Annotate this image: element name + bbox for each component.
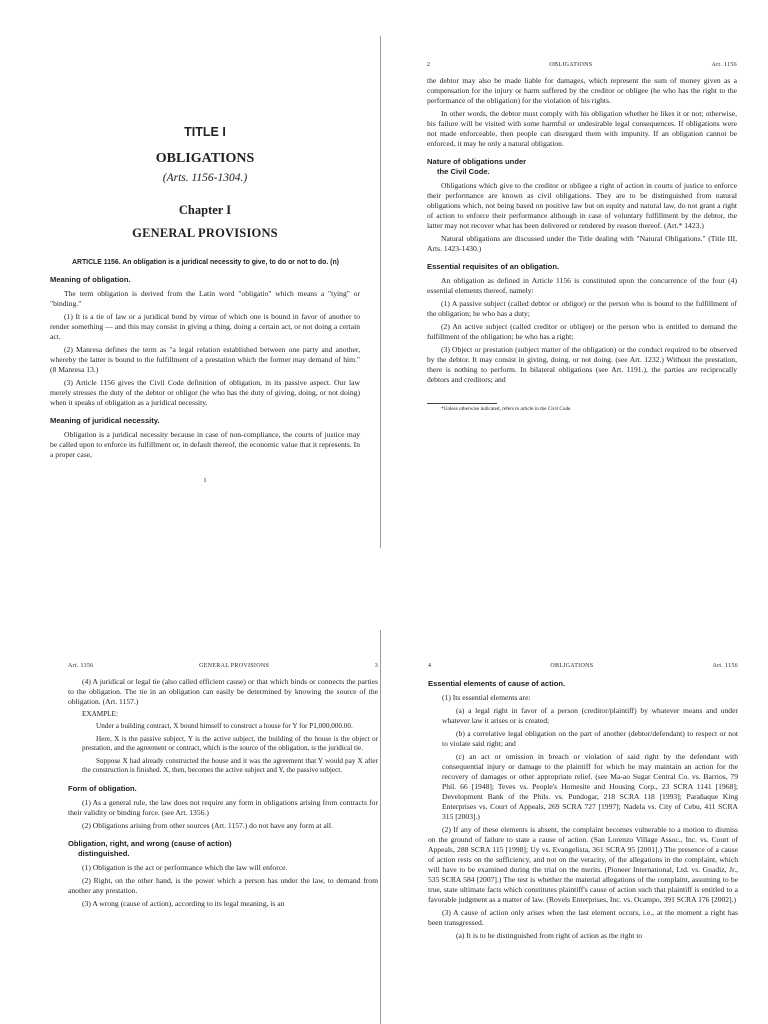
running-title: OBLIGATIONS <box>549 62 593 68</box>
running-header <box>428 663 738 671</box>
running-article: Art. 1156 <box>68 663 94 669</box>
paragraph: The term obligation is derived from the Latin word "obligatio" which means a "tying" or "binding." <box>50 289 360 309</box>
footnote: *Unless otherwise indicated, refers to article in the Civil Code. <box>441 406 572 413</box>
paragraph: (1) As a general rule, the law does not require any form in obligations arising from contracts for their validity or binding force. (see Art. 1356.) <box>68 797 378 817</box>
list-item: (b) a correlative legal obligation on the part of another (debtor/defendant) to respect or not to violate said right; and <box>442 728 738 748</box>
paragraph: (2) Right, on the other hand, is the power which a person has under the law, to demand from another any prestation. <box>68 876 378 896</box>
paragraph: In other words, the debtor must comply with his obligation whether he likes it or not; otherwise, his failure will be visited with some harmful or undesirable legal consequences. If obligations were not made enforceable, then people can disregard them with impunity. If an obligation cannot be enforced, it may be only a natural obligation. <box>427 108 737 148</box>
obligations-heading: OBLIGATIONS <box>155 150 255 166</box>
running-title: GENERAL PROVISIONS <box>199 663 270 669</box>
title-heading: TITLE I <box>184 125 226 139</box>
page-1 <box>50 36 360 485</box>
heading-line: distinguished. <box>78 849 130 859</box>
example-label: EXAMPLE: <box>82 709 118 718</box>
paragraph: (3) A wrong (cause of action), according to its legal meaning, is an <box>82 899 285 909</box>
paragraph: (2) An active subject (called creditor or obligee) or the person who is entitled to demand the fulfillment of the obligation; he who has a right; <box>427 322 737 342</box>
paragraph: (2) If any of these elements is absent, the complaint becomes vulnerable to a motion to dismiss on the ground of failure to state a cause of action. (San Lorenzo Village Assoc., Inc. vs. Court of Appeals, 288 SCRA 115 [1998]; Uy vs. Evangelista, 361 SCRA 95 [2001].) The presence of a cause of action rests on the sufficiency, and not on the veracity, of the allegations in the complaint, which will have to be examined during the trial on the merits. (Pioneer International, Ltd. vs. Guadiz, Jr., 535 SCRA 584 [2007].) The test is whether the material allegations of the complaint, assuming to be true, state ultimate facts which constitutes plaintiff's cause of action such that plaintiff is entitled to a favorable judgment as a matter of law. (Rovels Enterprises, Inc. vs. Ocampo, 391 SCRA 176 [2002].) <box>428 825 738 905</box>
general-provisions-heading: GENERAL PROVISIONS <box>132 225 278 240</box>
heading-line: the Civil Code. <box>437 167 490 177</box>
paragraph: (3) Article 1156 gives the Civil Code definition of obligation, in its passive aspect. Our law merely stresses the duty of the debtor or obligor (he who has the duty of giving, doing, or not doing) when it speaks of obligation as a juridical necessity. <box>50 378 360 408</box>
page-4 <box>428 663 738 944</box>
paragraph: Natural obligations are discussed under the Title dealing with "Natural Obligations." (Title III, Arts. 1423-1430.) <box>427 234 737 254</box>
page-divider-bottom <box>380 630 381 1024</box>
section-heading-juridical: Meaning of juridical necessity. <box>50 416 160 426</box>
list-item: (a) a legal right in favor of a person (creditor/plaintiff) by whatever means and under whatever law it arises or is created; <box>442 705 738 725</box>
section-heading-meaning: Meaning of obligation. <box>50 275 131 285</box>
page-number: 3 <box>374 663 378 669</box>
page-number: 1 <box>203 476 207 484</box>
paragraph: (1) It is a tie of law or a juridical bond by virtue of which one is bound in favor of another to render something — and this may consist in giving a thing, doing a certain act, or not doing a certain act. <box>50 312 360 342</box>
paragraph: (2) Manresa defines the term as "a legal relation established between one party and another, whereby the latter is bound to the fulfillment of a prestation which the former may demand of him." (8 Manresa 13.) <box>50 345 360 375</box>
example-paragraph: Under a building contract, X bound himself to construct a house for Y for P1,000,000.00. <box>96 722 353 731</box>
paragraph: (3) A cause of action only arises when the last element occurs, i.e., at the moment a right has been transgressed. <box>428 908 738 928</box>
page-divider-top <box>380 36 381 548</box>
section-heading-cause: Essential elements of cause of action. <box>428 678 566 688</box>
example-paragraph: Suppose X had already constructed the house and it was the agreement that Y would pay X after the construction is finished. X, then, becomes the active subject and Y, the passive subject. <box>82 756 378 775</box>
section-heading-form: Form of obligation. <box>68 783 137 793</box>
running-header <box>427 62 737 70</box>
page-3 <box>68 663 378 912</box>
paragraph: An obligation as defined in Article 1156 is constituted upon the concurrence of the four (4) essential elements thereof, namely: <box>427 276 737 296</box>
paragraph: (3) Object or prestation (subject matter of the obligation) or the conduct required to be observed by the debtor. It may consist in giving, doing, or not doing. (see Art. 1232.) Without the prestation, there is nothing to perform. In bilateral obligations (see Art. 1191.), the parties are reciprocally debtors and creditors; and <box>427 345 737 385</box>
section-heading-right-wrong <box>68 839 378 859</box>
footnote-rule <box>427 403 497 404</box>
article-1156-text: ARTICLE 1156. An obligation is a juridical necessity to give, to do or not to do. (n) <box>72 259 339 267</box>
paragraph: (2) Obligations arising from other sources (Art. 1157.) do not have any form at all. <box>82 821 333 830</box>
page-number: 2 <box>427 62 431 68</box>
paragraph: Obligations which give to the creditor or obligee a right of action in courts of justice to enforce their performance are known as civil obligations. They are to be distinguished from natural obligations which, not being based on positive law but on equity and natural law, do not grant a right of action to enforce their performance although in case of voluntary fulfillment by the debtor, the latter may not recover what has been delivered or rendered by reason thereof. (Art.* 1423.) <box>427 181 737 231</box>
running-article: Art. 1156 <box>711 62 737 68</box>
paragraph: (4) A juridical or legal tie (also called efficient cause) or that which binds or connects the parties to the obligation. The tie in an obligation can easily be determined by knowing the source of the obligation. (Art. 1157.) <box>68 676 378 706</box>
chapter-heading: Chapter I <box>178 203 232 218</box>
paragraph: (1) Obligation is the act or performance which the law will enforce. <box>82 863 288 873</box>
paragraph: (1) Its essential elements are: <box>442 692 531 702</box>
section-heading-essential: Essential requisites of an obligation. <box>427 262 560 272</box>
page-number: 4 <box>428 663 432 669</box>
heading-line: Nature of obligations under <box>427 157 527 167</box>
example-paragraph: Here, X is the passive subject, Y is the active subject, the building of the house is the object or prestation, and the agreement or contract, which is the source of the obligation, is the juridical tie. <box>82 734 378 753</box>
list-item: (c) an act or omission in breach or violation of said right by the defendant with consequential injury or damage to the plaintiff for which he may maintain an action for the recovery of damages or other appropriate relief. (see Ma-ao Sugar Central Co. vs. Barrios, 79 Phil. 66 [1948]; Teves vs. People's Homesite and Housing Corp., 23 SCRA 1141 [1968]; Development Bank of the Phils. vs. Pundogar, 218 SCRA 118 [1993]; Parañaque King Enterprises vs. Court of Appeals, 269 SCRA 727 [1997]; Nadela vs. City of Cebu, 411 SCRA 315 [2003].) <box>442 752 738 822</box>
running-title: OBLIGATIONS <box>550 663 594 669</box>
paragraph: (1) A passive subject (called debtor or obligor) or the person who is bound to the fulfillment of the obligation; he who has a duty; <box>427 299 737 319</box>
articles-range: (Arts. 1156-1304.) <box>162 171 248 184</box>
section-heading-nature <box>427 157 737 177</box>
heading-line: Obligation, right, and wrong (cause of action) <box>68 839 232 849</box>
paragraph: Obligation is a juridical necessity because in case of non-compliance, the courts of justice may be called upon to enforce its fulfillment or, in default thereof, the economic value that it represents. In a proper case, <box>50 430 360 460</box>
page-2 <box>427 62 737 413</box>
running-header <box>68 663 378 671</box>
paragraph: the debtor may also be made liable for damages, which represent the sum of money given as a compensation for the injury or harm suffered by the creditor or obligee (he who has the right to the performance of the obligation) for the violation of his rights. <box>427 75 737 105</box>
running-article: Art. 1156 <box>712 663 738 669</box>
list-item: (a) It is to be distinguished from right of action as the right to <box>456 931 643 941</box>
